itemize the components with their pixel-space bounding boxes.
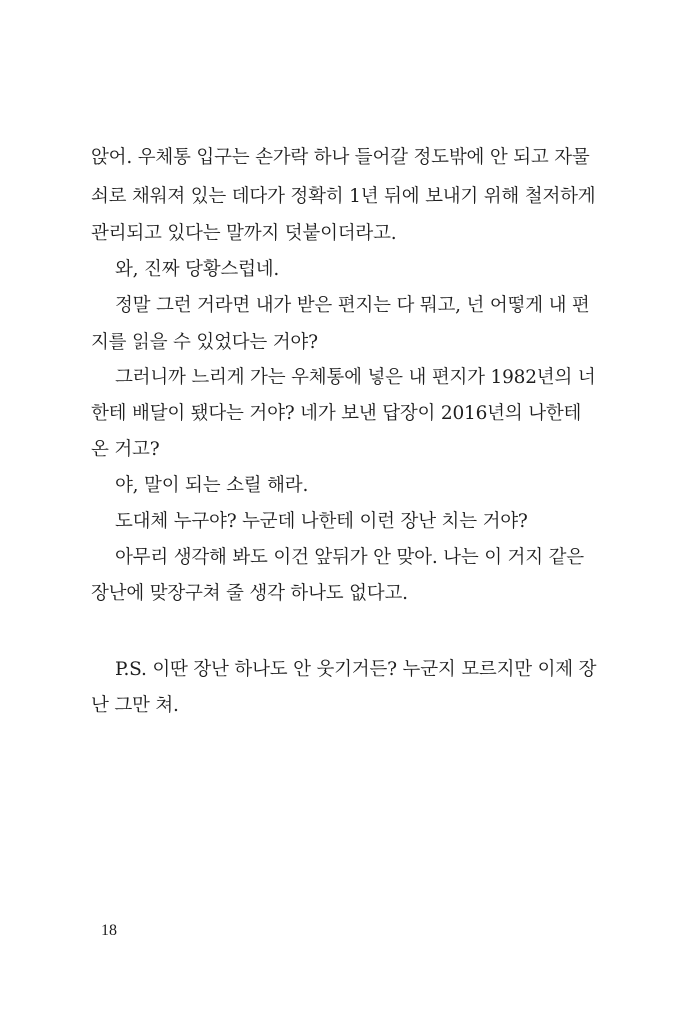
- text-line: 와, 진짜 당황스럽네.: [115, 259, 280, 280]
- text-line: 야, 말이 되는 소릴 해라.: [115, 475, 309, 496]
- text-line: 한테 배달이 됐다는 거야? 네가 보낸 답장이 2016년의 나한테: [91, 403, 582, 424]
- text-line: 지를 읽을 수 있었다는 거야?: [91, 332, 318, 353]
- text-line: 앉어. 우체통 입구는 손가락 하나 들어갈 정도밖에 안 되고 자물: [91, 147, 590, 168]
- text-line: 정말 그런 거라면 내가 받은 편지는 다 뭐고, 넌 어떻게 내 편: [115, 295, 590, 316]
- text-line: 온 거고?: [91, 439, 160, 460]
- text-line: 관리되고 있다는 말까지 덧붙이더라고.: [91, 223, 397, 244]
- page-number: 18: [101, 922, 117, 939]
- postscript-line: P.S. 이딴 장난 하나도 안 웃기거든? 누군지 모르지만 이제 장: [115, 659, 597, 680]
- text-line: 쇠로 채워져 있는 데다가 정확히 1년 뒤에 보내기 위해 철저하게: [91, 186, 596, 207]
- text-line: 장난에 맞장구쳐 줄 생각 하나도 없다고.: [91, 583, 408, 604]
- text-line: 도대체 누구야? 누군데 나한테 이런 장난 치는 거야?: [115, 511, 528, 532]
- text-line: 그러니까 느리게 가는 우체통에 넣은 내 편지가 1982년의 너: [115, 367, 596, 388]
- text-line: 아무리 생각해 봐도 이건 앞뒤가 안 맞아. 나는 이 거지 같은: [115, 547, 584, 568]
- postscript-line: 난 그만 쳐.: [91, 695, 179, 716]
